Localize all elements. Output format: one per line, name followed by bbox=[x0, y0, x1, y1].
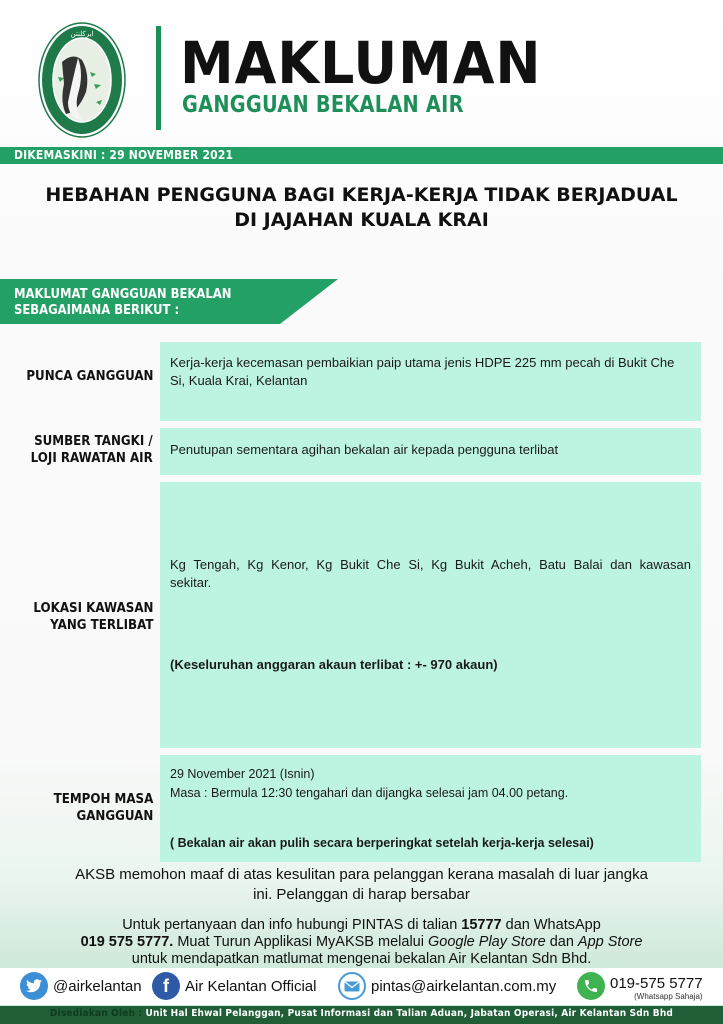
box-sumber-tangki bbox=[160, 428, 701, 475]
lokasi-text: Kg Tengah, Kg Kenor, Kg Bukit Che Si, Kg Bukit Acheh, Batu Balai dan kawasan sekitar. bbox=[170, 557, 691, 590]
svg-text:ايرکلنتن: ايرکلنتن bbox=[70, 31, 94, 38]
whatsapp-icon bbox=[577, 972, 605, 1000]
punca-text: Kerja-kerja kecemasan pembaikian paip utama jenis HDPE 225 mm pecah di Bukit Che Si, Kuala Krai, Kelantan bbox=[170, 355, 675, 388]
tempoh-date: 29 November 2021 (Isnin) bbox=[170, 767, 315, 781]
label-punca-gangguan: PUNCA GANGGUAN bbox=[25, 368, 153, 384]
facebook-icon: f bbox=[152, 972, 180, 1000]
tempoh-time: Masa : Bermula 12:30 tengahari dan dijangka selesai jam 04.00 petang. bbox=[170, 786, 569, 800]
section-tab-line1: MAKLUMAT GANGGUAN BEKALAN bbox=[14, 286, 232, 302]
label-sumber-line1: SUMBER TANGKI / bbox=[34, 433, 153, 449]
label-lokasi-kawasan bbox=[33, 600, 153, 634]
whatsapp-link[interactable] bbox=[577, 972, 703, 1000]
email-link[interactable] bbox=[338, 972, 556, 1000]
label-lokasi-line1: LOKASI KAWASAN bbox=[32, 600, 153, 616]
apology-message bbox=[0, 865, 723, 905]
section-tab-line2: SEBAGAIMANA BERIKUT : bbox=[14, 302, 180, 318]
sumber-text: Penutupan sementara agihan bekalan air kepada pengguna terlibat bbox=[170, 442, 559, 457]
label-sumber-line2: LOJI RAWATAN AIR bbox=[30, 450, 153, 466]
page-title: MAKLUMAN bbox=[180, 29, 542, 97]
label-sumber-tangki bbox=[31, 433, 153, 467]
twitter-icon bbox=[20, 972, 48, 1000]
label-tempoh-line2: GANGGUAN bbox=[76, 808, 153, 824]
contact-info bbox=[0, 917, 723, 968]
air-kelantan-logo bbox=[38, 22, 126, 138]
footer-credit bbox=[36, 1008, 687, 1019]
whatsapp-only-note: (Whatsapp Sahaja) bbox=[634, 992, 703, 1001]
contact-line1: Untuk pertanyaan dan info hubungi PINTAS di talian 15777 dan WhatsApp bbox=[122, 917, 601, 933]
contact-line2: 019 575 5777. Muat Turun Applikasi MyAKSB melalui Google Play Store dan App Store bbox=[80, 934, 643, 950]
contact-line3: untuk mendapatkan matlumat mengenai bekalan Air Kelantan Sdn Bhd. bbox=[131, 951, 592, 967]
header-divider bbox=[156, 26, 161, 130]
facebook-link[interactable] bbox=[152, 972, 316, 1000]
apology-line1: AKSB memohon maaf di atas kesulitan para pelanggan kerana masalah di luar jangka bbox=[75, 866, 648, 883]
email-address: pintas@airkelantan.com.my bbox=[371, 977, 557, 995]
pintas-hotline: 15777 bbox=[461, 917, 502, 933]
page-subtitle: GANGGUAN BEKALAN AIR bbox=[182, 92, 464, 118]
label-tempoh-line1: TEMPOH MASA bbox=[53, 791, 153, 807]
notice-heading-line2: DI JAJAHAN KUALA KRAI bbox=[234, 209, 489, 231]
box-punca-gangguan bbox=[160, 342, 701, 421]
whatsapp-contact bbox=[610, 972, 703, 1001]
app-store-link[interactable]: App Store bbox=[577, 934, 643, 950]
apology-line2: ini. Pelanggan di harap bersabar bbox=[253, 886, 470, 903]
whatsapp-phone: 019-575 5777 bbox=[610, 975, 703, 992]
updated-date: DIKEMASKINI : 29 NOVEMBER 2021 bbox=[14, 148, 234, 162]
box-lokasi-kawasan bbox=[160, 482, 701, 748]
label-tempoh-masa bbox=[53, 791, 153, 825]
tempoh-restore-note: ( Bekalan air akan pulih secara berperingkat setelah kerja-kerja selesai) bbox=[170, 836, 594, 850]
twitter-handle: @airkelantan bbox=[53, 977, 142, 995]
notice-heading-line1: HEBAHAN PENGGUNA BAGI KERJA-KERJA TIDAK BERJADUAL bbox=[45, 184, 678, 206]
section-tab-title bbox=[14, 286, 232, 318]
footer-prefix: Disediakan Oleh : bbox=[49, 1008, 143, 1019]
footer-text: Unit Hal Ehwal Pelanggan, Pusat Informasi dan Talian Aduan, Jabatan Operasi, Air Kelantan Sdn Bhd bbox=[142, 1008, 674, 1019]
lokasi-account-note: (Keseluruhan anggaran akaun terlibat : +- 970 akaun) bbox=[170, 657, 498, 672]
box-tempoh-masa bbox=[160, 755, 701, 862]
google-play-link[interactable]: Google Play Store bbox=[427, 934, 546, 950]
facebook-page-name: Air Kelantan Official bbox=[185, 977, 317, 995]
whatsapp-number: 019 575 5777. bbox=[80, 934, 174, 950]
mail-icon bbox=[338, 972, 366, 1000]
twitter-link[interactable] bbox=[20, 972, 142, 1000]
label-lokasi-line2: YANG TERLIBAT bbox=[49, 617, 153, 633]
